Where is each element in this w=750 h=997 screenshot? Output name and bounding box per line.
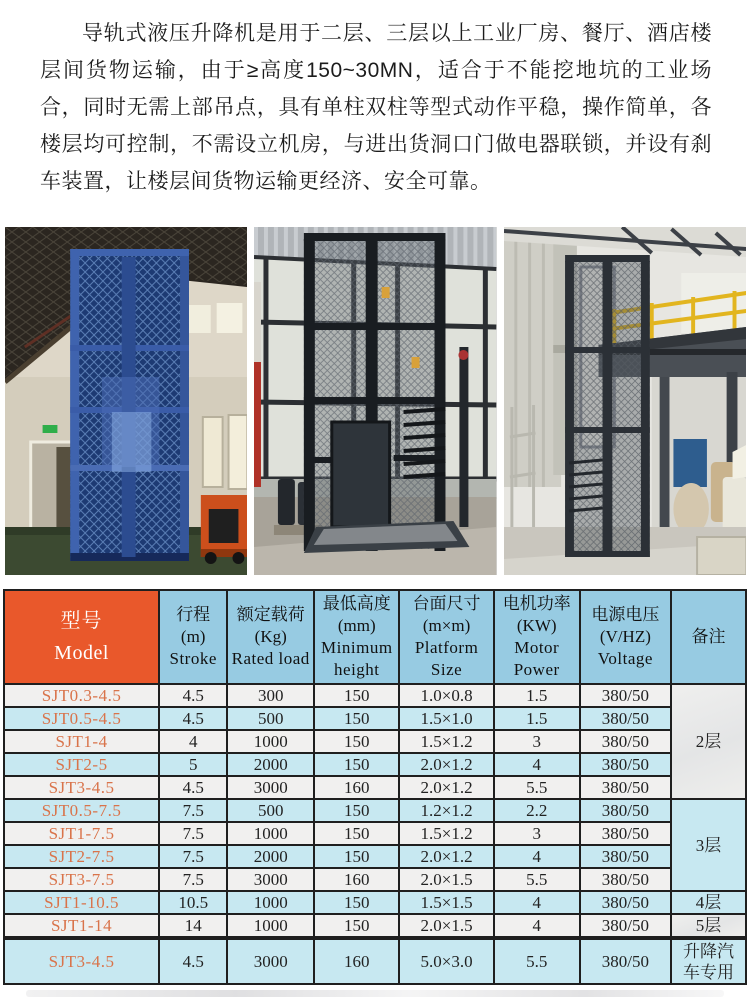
platform-cell: 5.0×3.0	[399, 938, 493, 984]
platform-cell: 1.5×1.2	[399, 822, 493, 845]
min-height-cell: 160	[314, 938, 399, 984]
stroke-cell: 4.5	[159, 776, 227, 799]
spec-table	[3, 589, 747, 985]
voltage-cell: 380/50	[580, 684, 671, 707]
table-row	[4, 914, 746, 938]
model-cell: SJT1-4	[4, 730, 159, 753]
load-cell: 3000	[227, 868, 314, 891]
remark-cell-2-floors: 2层	[671, 684, 746, 799]
power-cell: 4	[494, 845, 580, 868]
platform-cell: 1.0×0.8	[399, 684, 493, 707]
min-height-cell: 160	[314, 868, 399, 891]
model-cell: SJT3-7.5	[4, 868, 159, 891]
load-cell: 3000	[227, 776, 314, 799]
load-cell: 2000	[227, 845, 314, 868]
product-photo-blue-lift	[5, 227, 247, 575]
power-cell: 3	[494, 730, 580, 753]
table-row	[4, 799, 746, 822]
voltage-cell: 380/50	[580, 753, 671, 776]
black-lift-illustration	[254, 227, 496, 575]
voltage-cell: 380/50	[580, 799, 671, 822]
power-cell: 1.5	[494, 684, 580, 707]
min-height-cell: 150	[314, 799, 399, 822]
min-height-cell: 150	[314, 845, 399, 868]
table-row	[4, 776, 746, 799]
min-height-cell: 150	[314, 707, 399, 730]
min-height-cell: 150	[314, 822, 399, 845]
stroke-cell: 7.5	[159, 799, 227, 822]
load-cell: 2000	[227, 753, 314, 776]
stroke-cell: 7.5	[159, 822, 227, 845]
header-stroke: 行程 (m) Stroke	[159, 590, 227, 684]
product-description: 导轨式液压升降机是用于二层、三层以上工业厂房、餐厅、酒店楼层间货物运输，由于≥高度150~30MN，适合于不能挖地坑的工业场合，同时无需上部吊点，具有单柱双柱等型式动作平稳，操作简单，各楼层均可控制，不需设立机房，与进出货洞口门做电器联锁，并设有刹车装置，让楼层间货物运输更经济、安全可靠。	[40, 22, 712, 193]
load-cell: 300	[227, 684, 314, 707]
warehouse-lift-illustration	[504, 227, 746, 575]
header-row	[4, 590, 746, 684]
platform-cell: 2.0×1.2	[399, 776, 493, 799]
power-cell: 5.5	[494, 938, 580, 984]
header-voltage: 电源电压 (V/HZ) Voltage	[580, 590, 671, 684]
stroke-cell: 10.5	[159, 891, 227, 914]
header-remark: 备注	[671, 590, 746, 684]
voltage-cell: 380/50	[580, 914, 671, 938]
header-rated-load: 额定载荷 (Kg) Rated load	[227, 590, 314, 684]
load-cell: 1000	[227, 914, 314, 938]
platform-cell: 2.0×1.5	[399, 914, 493, 938]
watermark-smudge	[26, 990, 724, 997]
remark-cell-4-floors: 4层	[671, 891, 746, 914]
load-cell: 3000	[227, 938, 314, 984]
min-height-cell: 150	[314, 684, 399, 707]
stroke-cell: 7.5	[159, 845, 227, 868]
stroke-cell: 14	[159, 914, 227, 938]
platform-cell: 2.0×1.2	[399, 845, 493, 868]
model-cell: SJT1-14	[4, 914, 159, 938]
stroke-cell: 5	[159, 753, 227, 776]
model-cell: SJT3-4.5	[4, 776, 159, 799]
power-cell: 5.5	[494, 868, 580, 891]
table-row	[4, 707, 746, 730]
min-height-cell: 150	[314, 753, 399, 776]
voltage-cell: 380/50	[580, 938, 671, 984]
voltage-cell: 380/50	[580, 707, 671, 730]
remark-cell-5-floors: 5层	[671, 914, 746, 938]
model-cell: SJT2-7.5	[4, 845, 159, 868]
load-cell: 500	[227, 707, 314, 730]
table-row	[4, 730, 746, 753]
load-cell: 500	[227, 799, 314, 822]
voltage-cell: 380/50	[580, 891, 671, 914]
remark-cell-3-floors: 3层	[671, 799, 746, 891]
load-cell: 1000	[227, 730, 314, 753]
model-cell: SJT2-5	[4, 753, 159, 776]
table-row	[4, 938, 746, 984]
model-cell: SJT0.3-4.5	[4, 684, 159, 707]
power-cell: 2.2	[494, 799, 580, 822]
power-cell: 5.5	[494, 776, 580, 799]
platform-cell: 1.5×1.5	[399, 891, 493, 914]
header-min-height: 最低高度 (mm) Minimum height	[314, 590, 399, 684]
table-row	[4, 868, 746, 891]
voltage-cell: 380/50	[580, 845, 671, 868]
header-model: 型号 Model	[4, 590, 159, 684]
min-height-cell: 150	[314, 914, 399, 938]
product-photos	[0, 227, 750, 575]
power-cell: 1.5	[494, 707, 580, 730]
header-motor-power: 电机功率 (KW) Motor Power	[494, 590, 580, 684]
table-row	[4, 891, 746, 914]
stroke-cell: 4.5	[159, 938, 227, 984]
voltage-cell: 380/50	[580, 822, 671, 845]
stroke-cell: 4.5	[159, 707, 227, 730]
table-row	[4, 684, 746, 707]
power-cell: 4	[494, 914, 580, 938]
voltage-cell: 380/50	[580, 776, 671, 799]
min-height-cell: 150	[314, 730, 399, 753]
blue-lift-illustration	[5, 227, 247, 575]
min-height-cell: 160	[314, 776, 399, 799]
table-row	[4, 845, 746, 868]
table-row	[4, 822, 746, 845]
stroke-cell: 7.5	[159, 868, 227, 891]
stroke-cell: 4	[159, 730, 227, 753]
platform-cell: 1.5×1.2	[399, 730, 493, 753]
platform-cell: 2.0×1.2	[399, 753, 493, 776]
platform-cell: 1.2×1.2	[399, 799, 493, 822]
power-cell: 3	[494, 822, 580, 845]
min-height-cell: 150	[314, 891, 399, 914]
load-cell: 1000	[227, 822, 314, 845]
power-cell: 4	[494, 891, 580, 914]
platform-cell: 1.5×1.0	[399, 707, 493, 730]
load-cell: 1000	[227, 891, 314, 914]
model-cell: SJT0.5-4.5	[4, 707, 159, 730]
header-platform-size: 台面尺寸 (m×m) Platform Size	[399, 590, 493, 684]
power-cell: 4	[494, 753, 580, 776]
model-cell: SJT1-7.5	[4, 822, 159, 845]
model-cell: SJT1-10.5	[4, 891, 159, 914]
voltage-cell: 380/50	[580, 730, 671, 753]
voltage-cell: 380/50	[580, 868, 671, 891]
product-photo-black-lift	[254, 227, 496, 575]
product-photo-warehouse-lift	[504, 227, 746, 575]
table-row	[4, 753, 746, 776]
remark-cell-car-lift: 升降汽车专用	[671, 938, 746, 984]
model-cell: SJT0.5-7.5	[4, 799, 159, 822]
stroke-cell: 4.5	[159, 684, 227, 707]
platform-cell: 2.0×1.5	[399, 868, 493, 891]
model-cell: SJT3-4.5	[4, 938, 159, 984]
